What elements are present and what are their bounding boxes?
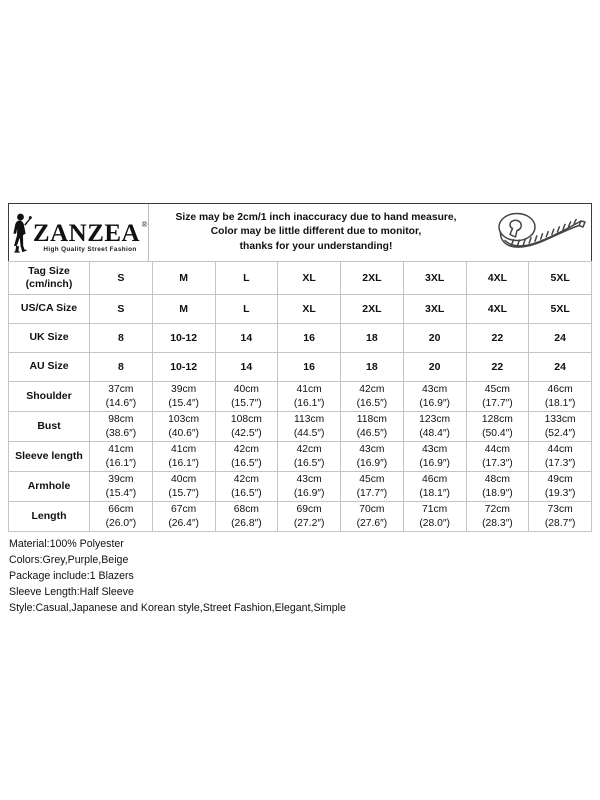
cell-inch: (16.9″) bbox=[419, 457, 450, 469]
cell-cm: 43cm bbox=[296, 474, 322, 486]
size-table bbox=[8, 261, 592, 532]
measuring-tape bbox=[487, 210, 591, 256]
cell-inch: (28.7″) bbox=[544, 517, 576, 529]
cell: 5XL bbox=[529, 262, 592, 295]
cell-cm: 66cm bbox=[108, 504, 134, 516]
brand-name-text: ZANZEA bbox=[32, 220, 141, 248]
table-row bbox=[9, 262, 592, 295]
cell bbox=[215, 412, 278, 442]
cell bbox=[152, 472, 215, 502]
cell-cm: 45cm bbox=[484, 384, 510, 396]
cell bbox=[466, 502, 529, 532]
cell-cm: 42cm bbox=[359, 384, 385, 396]
cell bbox=[341, 442, 404, 472]
description-package: Package include:1 Blazers bbox=[9, 570, 134, 583]
cell-cm: 41cm bbox=[171, 444, 197, 456]
brand-logo bbox=[9, 204, 149, 261]
cell: S bbox=[90, 295, 153, 324]
cell-cm: 69cm bbox=[296, 504, 322, 516]
row-label-sub: (cm/inch) bbox=[25, 278, 73, 290]
cell: 4XL bbox=[466, 262, 529, 295]
cell: 24 bbox=[529, 353, 592, 382]
cell-cm: 43cm bbox=[422, 444, 448, 456]
cell-cm: 43cm bbox=[422, 384, 448, 396]
cell bbox=[278, 442, 341, 472]
cell-inch: (40.6″) bbox=[168, 427, 199, 439]
cell-cm: 113cm bbox=[294, 414, 325, 426]
product-description bbox=[8, 536, 592, 616]
row-label-length: Length bbox=[9, 502, 90, 532]
registered-mark: ® bbox=[141, 220, 149, 230]
cell-cm: 103cm bbox=[168, 414, 200, 426]
cell: 4XL bbox=[466, 295, 529, 324]
cell: 22 bbox=[466, 324, 529, 353]
cell: 8 bbox=[90, 353, 153, 382]
table-row bbox=[9, 353, 592, 382]
measuring-tape-icon bbox=[491, 210, 587, 256]
cell-cm: 37cm bbox=[108, 384, 134, 396]
cell-inch: (27.6″) bbox=[356, 517, 388, 529]
cell: 22 bbox=[466, 353, 529, 382]
table-row bbox=[9, 502, 592, 532]
row-label-main: Tag Size bbox=[28, 264, 70, 277]
disclaimer-line-3: thanks for your understanding! bbox=[239, 240, 393, 252]
cell bbox=[529, 472, 592, 502]
cell-inch: (15.4″) bbox=[168, 397, 199, 409]
cell-inch: (17.7″) bbox=[482, 397, 513, 409]
cell: 20 bbox=[403, 324, 466, 353]
cell: L bbox=[215, 295, 278, 324]
cell-cm: 42cm bbox=[233, 474, 259, 486]
cell bbox=[90, 382, 153, 412]
cell-cm: 44cm bbox=[484, 444, 510, 456]
cell bbox=[90, 442, 153, 472]
cell-cm: 123cm bbox=[419, 414, 451, 426]
cell: 18 bbox=[341, 324, 404, 353]
cell-inch: (18.1″) bbox=[419, 487, 450, 499]
row-label-au-size: AU Size bbox=[9, 353, 90, 382]
cell-inch: (28.3″) bbox=[482, 517, 513, 529]
cell-inch: (17.3″) bbox=[544, 457, 576, 469]
cell: 24 bbox=[529, 324, 592, 353]
cell-inch: (26.0″) bbox=[105, 517, 137, 529]
cell bbox=[403, 472, 466, 502]
row-label-armhole: Armhole bbox=[9, 472, 90, 502]
cell: 2XL bbox=[341, 262, 404, 295]
cell: 8 bbox=[90, 324, 153, 353]
size-table-body bbox=[9, 262, 592, 532]
cell-cm: 39cm bbox=[171, 384, 197, 396]
cell bbox=[215, 472, 278, 502]
cell-cm: 46cm bbox=[547, 384, 573, 396]
description-style: Style:Casual,Japanese and Korean style,Street Fashion,Elegant,Simple bbox=[9, 602, 346, 615]
cell: XL bbox=[278, 262, 341, 295]
cell-inch: (26.8″) bbox=[231, 517, 262, 529]
cell-cm: 98cm bbox=[108, 414, 134, 426]
cell-inch: (46.5″) bbox=[356, 427, 388, 439]
cell: 10-12 bbox=[152, 353, 215, 382]
cell bbox=[466, 442, 529, 472]
cell: 10-12 bbox=[152, 324, 215, 353]
table-row bbox=[9, 324, 592, 353]
cell-inch: (15.7″) bbox=[231, 397, 262, 409]
cell bbox=[403, 412, 466, 442]
cell-inch: (16.5″) bbox=[231, 487, 262, 499]
size-chart bbox=[8, 203, 592, 616]
disclaimer-line-1: Size may be 2cm/1 inch inaccuracy due to hand measure, bbox=[175, 211, 457, 223]
cell-inch: (42.5″) bbox=[231, 427, 262, 439]
chart-header bbox=[8, 203, 592, 261]
cell bbox=[466, 412, 529, 442]
cell: 14 bbox=[215, 353, 278, 382]
cell-inch: (16.9″) bbox=[419, 397, 450, 409]
cell: M bbox=[152, 295, 215, 324]
row-label-shoulder: Shoulder bbox=[9, 382, 90, 412]
cell: 3XL bbox=[403, 262, 466, 295]
cell: S bbox=[90, 262, 153, 295]
cell: M bbox=[152, 262, 215, 295]
cell-cm: 44cm bbox=[547, 444, 573, 456]
cell-cm: 67cm bbox=[171, 504, 197, 516]
cell bbox=[278, 502, 341, 532]
cell bbox=[152, 442, 215, 472]
cell: XL bbox=[278, 295, 341, 324]
disclaimer-text bbox=[149, 211, 487, 255]
cell bbox=[403, 382, 466, 412]
cell bbox=[152, 502, 215, 532]
cell-inch: (16.1″) bbox=[105, 457, 137, 469]
cell bbox=[403, 502, 466, 532]
cell: L bbox=[215, 262, 278, 295]
cell-inch: (16.5″) bbox=[231, 457, 262, 469]
cell-inch: (52.4″) bbox=[544, 427, 576, 439]
cell: 18 bbox=[341, 353, 404, 382]
cell-cm: 73cm bbox=[547, 504, 573, 516]
cell: 2XL bbox=[341, 295, 404, 324]
cell bbox=[215, 502, 278, 532]
cell bbox=[466, 382, 529, 412]
cell-inch: (48.4″) bbox=[419, 427, 450, 439]
cell: 14 bbox=[215, 324, 278, 353]
cell bbox=[215, 382, 278, 412]
cell-cm: 46cm bbox=[422, 474, 448, 486]
cell bbox=[152, 412, 215, 442]
disclaimer-line-2: Color may be little different due to monitor, bbox=[210, 226, 422, 238]
table-row bbox=[9, 472, 592, 502]
cell bbox=[466, 472, 529, 502]
cell-inch: (16.1″) bbox=[168, 457, 199, 469]
cell-cm: 45cm bbox=[359, 474, 385, 486]
row-label-sleeve-length: Sleeve length bbox=[9, 442, 90, 472]
cell: 3XL bbox=[403, 295, 466, 324]
cell bbox=[341, 412, 404, 442]
cell-inch: (16.1″) bbox=[293, 397, 325, 409]
description-colors: Colors:Grey,Purple,Beige bbox=[9, 554, 129, 567]
table-row bbox=[9, 412, 592, 442]
cell-cm: 49cm bbox=[547, 474, 573, 486]
cell-cm: 40cm bbox=[171, 474, 197, 486]
cell-cm: 70cm bbox=[359, 504, 385, 516]
cell-inch: (18.9″) bbox=[482, 487, 513, 499]
cell: 16 bbox=[278, 353, 341, 382]
description-material: Material:100% Polyester bbox=[9, 538, 124, 550]
cell bbox=[278, 382, 341, 412]
cell bbox=[278, 472, 341, 502]
cell-inch: (14.6″) bbox=[105, 397, 137, 409]
brand-tagline: High Quality Street Fashion bbox=[43, 246, 137, 254]
cell-inch: (17.7″) bbox=[356, 487, 388, 499]
cell-cm: 40cm bbox=[233, 384, 259, 396]
row-label-bust: Bust bbox=[9, 412, 90, 442]
row-label-tag-size bbox=[9, 262, 90, 295]
cell bbox=[152, 382, 215, 412]
cell-cm: 108cm bbox=[230, 414, 262, 426]
row-label-us-ca-size: US/CA Size bbox=[9, 295, 90, 324]
cell: 5XL bbox=[529, 295, 592, 324]
cell bbox=[90, 472, 153, 502]
cell-inch: (15.4″) bbox=[105, 487, 137, 499]
cell-inch: (17.3″) bbox=[482, 457, 513, 469]
cell bbox=[341, 502, 404, 532]
cell-cm: 43cm bbox=[359, 444, 385, 456]
cell: 20 bbox=[403, 353, 466, 382]
cell-inch: (26.4″) bbox=[168, 517, 199, 529]
table-row bbox=[9, 295, 592, 324]
cell-cm: 128cm bbox=[481, 414, 513, 426]
cell-inch: (16.5″) bbox=[356, 397, 388, 409]
cell-cm: 133cm bbox=[544, 414, 576, 426]
cell bbox=[215, 442, 278, 472]
cell bbox=[90, 412, 153, 442]
cell-cm: 39cm bbox=[108, 474, 134, 486]
cell-inch: (28.0″) bbox=[419, 517, 450, 529]
cell-inch: (16.5″) bbox=[293, 457, 325, 469]
brand-name bbox=[33, 222, 147, 246]
cell-inch: (19.3″) bbox=[544, 487, 576, 499]
woman-silhouette-icon bbox=[10, 212, 32, 254]
row-label-uk-size: UK Size bbox=[9, 324, 90, 353]
description-sleeve-length: Sleeve Length:Half Sleeve bbox=[9, 586, 134, 599]
cell-cm: 72cm bbox=[484, 504, 510, 516]
cell-inch: (27.2″) bbox=[293, 517, 325, 529]
cell-inch: (44.5″) bbox=[293, 427, 325, 439]
cell-inch: (15.7″) bbox=[168, 487, 199, 499]
cell-inch: (50.4″) bbox=[482, 427, 513, 439]
cell bbox=[529, 502, 592, 532]
cell bbox=[529, 412, 592, 442]
cell: 16 bbox=[278, 324, 341, 353]
cell-inch: (16.9″) bbox=[356, 457, 388, 469]
cell-cm: 118cm bbox=[356, 414, 387, 426]
cell-cm: 41cm bbox=[108, 444, 134, 456]
cell bbox=[403, 442, 466, 472]
cell-inch: (18.1″) bbox=[544, 397, 576, 409]
cell-cm: 42cm bbox=[296, 444, 322, 456]
cell bbox=[529, 382, 592, 412]
cell-cm: 48cm bbox=[484, 474, 510, 486]
cell bbox=[90, 502, 153, 532]
table-row bbox=[9, 382, 592, 412]
table-row bbox=[9, 442, 592, 472]
cell-inch: (38.6″) bbox=[105, 427, 137, 439]
cell-cm: 42cm bbox=[233, 444, 259, 456]
cell-inch: (16.9″) bbox=[293, 487, 325, 499]
cell-cm: 41cm bbox=[296, 384, 322, 396]
cell bbox=[341, 382, 404, 412]
cell bbox=[278, 412, 341, 442]
cell bbox=[529, 442, 592, 472]
cell-cm: 71cm bbox=[422, 504, 448, 516]
cell-cm: 68cm bbox=[233, 504, 259, 516]
cell bbox=[341, 472, 404, 502]
